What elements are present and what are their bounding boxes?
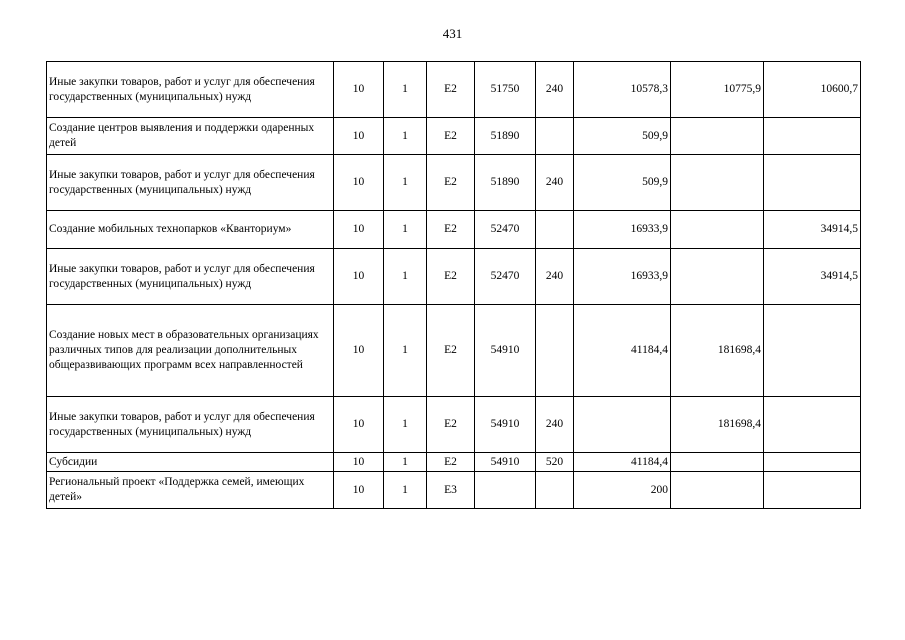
cell-sum-1: 10578,3 [574, 62, 671, 118]
cell-sum-2: 10775,9 [671, 62, 764, 118]
cell-expense-type: 240 [536, 155, 574, 211]
cell-rz: 10 [334, 472, 384, 509]
table-row [47, 62, 861, 118]
row-name: Иные закупки товаров, работ и услуг для обеспечения государственных (муниципальных) нужд [47, 62, 334, 118]
cell-target-code [475, 472, 536, 509]
row-name: Создание центров выявления и поддержки одаренных детей [47, 118, 334, 155]
cell-pr: 1 [384, 118, 427, 155]
cell-rz: 10 [334, 118, 384, 155]
row-name: Иные закупки товаров, работ и услуг для обеспечения государственных (муниципальных) нужд [47, 249, 334, 305]
table-row [47, 249, 861, 305]
cell-sum-3: 10600,7 [764, 62, 861, 118]
cell-pr: 1 [384, 305, 427, 397]
cell-pr: 1 [384, 249, 427, 305]
cell-sum-3 [764, 453, 861, 472]
cell-target-code: 52470 [475, 249, 536, 305]
cell-rz: 10 [334, 155, 384, 211]
cell-expense-type [536, 211, 574, 249]
cell-rz: 10 [334, 305, 384, 397]
row-name: Иные закупки товаров, работ и услуг для обеспечения государственных (муниципальных) нужд [47, 155, 334, 211]
cell-sum-3 [764, 397, 861, 453]
cell-sum-3: 34914,5 [764, 249, 861, 305]
table-row [47, 472, 861, 509]
cell-sum-3: 34914,5 [764, 211, 861, 249]
cell-expense-type [536, 118, 574, 155]
cell-sum-1: 41184,4 [574, 453, 671, 472]
cell-sum-2 [671, 453, 764, 472]
cell-target-program: E3 [427, 472, 475, 509]
cell-target-code: 52470 [475, 211, 536, 249]
table-row [47, 211, 861, 249]
row-name: Иные закупки товаров, работ и услуг для обеспечения государственных (муниципальных) нужд [47, 397, 334, 453]
row-name: Региональный проект «Поддержка семей, имеющих детей» [47, 472, 334, 509]
cell-pr: 1 [384, 62, 427, 118]
table-row [47, 397, 861, 453]
cell-rz: 10 [334, 211, 384, 249]
cell-expense-type [536, 305, 574, 397]
cell-pr: 1 [384, 211, 427, 249]
cell-sum-3 [764, 118, 861, 155]
row-name: Создание мобильных технопарков «Кванториум» [47, 211, 334, 249]
cell-sum-2 [671, 472, 764, 509]
cell-sum-2 [671, 249, 764, 305]
cell-pr: 1 [384, 155, 427, 211]
cell-target-program: E2 [427, 305, 475, 397]
cell-expense-type: 240 [536, 249, 574, 305]
cell-sum-1: 16933,9 [574, 249, 671, 305]
cell-sum-2 [671, 155, 764, 211]
cell-target-program: E2 [427, 397, 475, 453]
cell-target-program: E2 [427, 211, 475, 249]
cell-sum-3 [764, 305, 861, 397]
cell-sum-1: 509,9 [574, 118, 671, 155]
budget-table [46, 61, 861, 509]
cell-rz: 10 [334, 453, 384, 472]
row-name: Создание новых мест в образовательных организациях различных типов для реализации дополнительных общеразвивающих программ всех направленностей [47, 305, 334, 397]
row-name: Субсидии [47, 453, 334, 472]
cell-sum-1: 509,9 [574, 155, 671, 211]
cell-target-program: E2 [427, 155, 475, 211]
cell-sum-2 [671, 118, 764, 155]
table-row [47, 155, 861, 211]
cell-rz: 10 [334, 397, 384, 453]
cell-sum-2 [671, 211, 764, 249]
cell-sum-3 [764, 472, 861, 509]
cell-expense-type: 520 [536, 453, 574, 472]
table-row [47, 118, 861, 155]
cell-pr: 1 [384, 397, 427, 453]
cell-pr: 1 [384, 453, 427, 472]
cell-sum-1 [574, 397, 671, 453]
page-number: 431 [442, 26, 463, 41]
cell-rz: 10 [334, 62, 384, 118]
cell-target-code: 54910 [475, 397, 536, 453]
cell-target-program: E2 [427, 249, 475, 305]
table-row [47, 453, 861, 472]
cell-rz: 10 [334, 249, 384, 305]
cell-target-program: E2 [427, 453, 475, 472]
table-row [47, 305, 861, 397]
cell-expense-type [536, 472, 574, 509]
cell-sum-1: 41184,4 [574, 305, 671, 397]
cell-sum-2: 181698,4 [671, 305, 764, 397]
cell-sum-1: 200 [574, 472, 671, 509]
cell-sum-3 [764, 155, 861, 211]
cell-expense-type: 240 [536, 62, 574, 118]
cell-target-code: 54910 [475, 305, 536, 397]
cell-pr: 1 [384, 472, 427, 509]
cell-sum-2: 181698,4 [671, 397, 764, 453]
cell-target-code: 51890 [475, 155, 536, 211]
cell-target-program: E2 [427, 62, 475, 118]
cell-sum-1: 16933,9 [574, 211, 671, 249]
cell-target-code: 51890 [475, 118, 536, 155]
cell-target-program: E2 [427, 118, 475, 155]
cell-target-code: 54910 [475, 453, 536, 472]
cell-expense-type: 240 [536, 397, 574, 453]
cell-target-code: 51750 [475, 62, 536, 118]
